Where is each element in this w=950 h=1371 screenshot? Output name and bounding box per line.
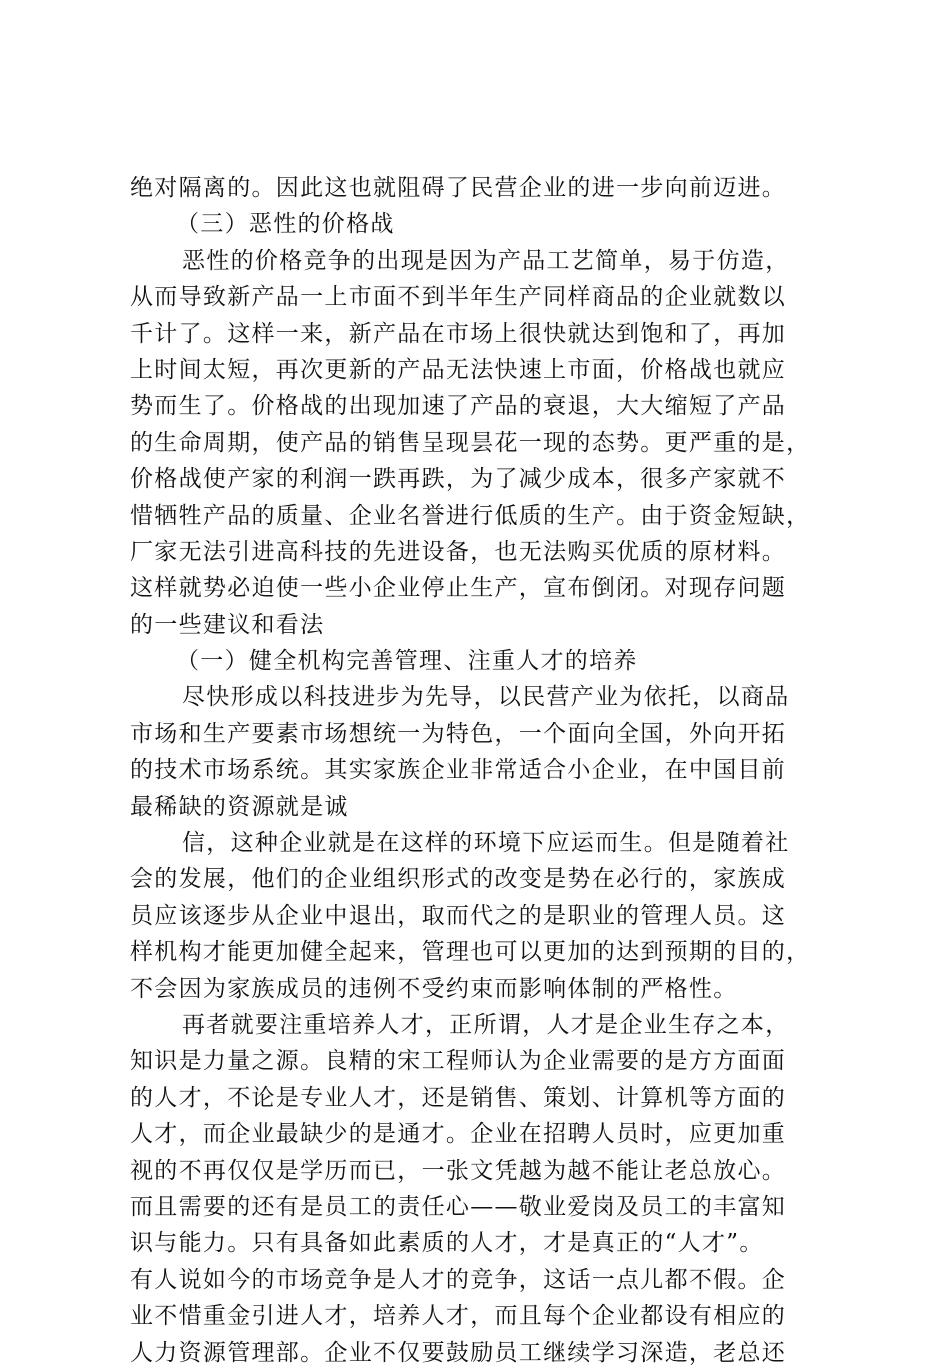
text-line: 从而导致新产品一上市面不到半年生产同样商品的企业就数以 xyxy=(130,284,787,311)
text-line: 绝对隔离的。因此这也就阻碍了民营企业的进一步向前迈进。 xyxy=(130,175,787,201)
text-line: 惜牺牲产品的质量、企业名誉进行低质的生产。由于资金短缺， xyxy=(130,502,811,529)
text-line: 尽快形成以科技进步为先导，以民营产业为依托，以商品 xyxy=(182,684,790,711)
text-line: 恶性的价格竞争的出现是因为产品工艺简单，易于仿造， xyxy=(182,247,790,274)
text-line: 价格战使产家的利润一跌再跌，为了减少成本，很多产家就不 xyxy=(130,466,787,493)
text-line: 有人说如今的市场竞争是人才的竞争，这话一点儿都不假。企 xyxy=(130,1266,787,1293)
section-heading: （一）健全机构完善管理、注重人才的培养 xyxy=(176,648,638,675)
text-line: 会的发展，他们的企业组织形式的改变是势在必行的，家族成 xyxy=(130,866,787,893)
text-line: 而且需要的还有是员工的责任心——敬业爱岗及员工的丰富知 xyxy=(130,1193,787,1220)
text-line: 人力资源管理部。企业不仅要鼓励员工继续学习深造，老总还 xyxy=(130,1339,787,1366)
text-line: 厂家无法引进高科技的先进设备，也无法购买优质的原材料。 xyxy=(130,538,787,565)
document-body xyxy=(130,170,835,1371)
text-line: 市场和生产要素市场想统一为特色，一个面向全国，外向开拓 xyxy=(130,720,787,747)
text-line: 势而生了。价格战的出现加速了产品的衰退，大大缩短了产品 xyxy=(130,393,787,420)
text-line: 信，这种企业就是在这样的环境下应运而生。但是随着社 xyxy=(182,830,790,857)
text-line: 员应该逐步从企业中退出，取而代之的是职业的管理人员。这 xyxy=(130,902,787,929)
text-line: 这样就势必迫使一些小企业停止生产，宣布倒闭。对现存问题 xyxy=(130,575,787,602)
text-line: 再者就要注重培养人才，正所谓，人才是企业生存之本， xyxy=(182,1011,790,1038)
text-line: 人才，而企业最缺少的是通才。企业在招聘人员时，应更加重 xyxy=(130,1121,787,1148)
text-line: 的技术市场系统。其实家族企业非常适合小企业，在中国目前 xyxy=(130,757,787,784)
text-line: 样机构才能更加健全起来，管理也可以更加的达到预期的目的， xyxy=(130,939,811,966)
text-line: 千计了。这样一来，新产品在市场上很快就达到饱和了，再加 xyxy=(130,320,787,347)
text-line: 的生命周期，使产品的销售呈现昙花一现的态势。更严重的是， xyxy=(130,429,811,456)
text-line: 的人才，不论是专业人才，还是销售、策划、计算机等方面的 xyxy=(130,1084,787,1111)
text-line: 业不惜重金引进人才，培养人才，而且每个企业都设有相应的 xyxy=(130,1303,787,1330)
text-line: 上时间太短，再次更新的产品无法快速上市面，价格战也就应 xyxy=(130,356,787,383)
text-line: 不会因为家族成员的违例不受约束而影响体制的严格性。 xyxy=(130,975,738,1002)
text-line: 视的不再仅仅是学历而已，一张文凭越为越不能让老总放心。 xyxy=(130,1157,787,1184)
section-heading: （三）恶性的价格战 xyxy=(176,211,395,238)
text-line: 的一些建议和看法 xyxy=(130,611,325,638)
text-line: 最稀缺的资源就是诚 xyxy=(130,793,349,820)
text-line: 识与能力。只有具备如此素质的人才，才是真正的“人才”。 xyxy=(130,1230,764,1257)
text-line: 知识是力量之源。良精的宋工程师认为企业需要的是方方面面 xyxy=(130,1048,787,1075)
